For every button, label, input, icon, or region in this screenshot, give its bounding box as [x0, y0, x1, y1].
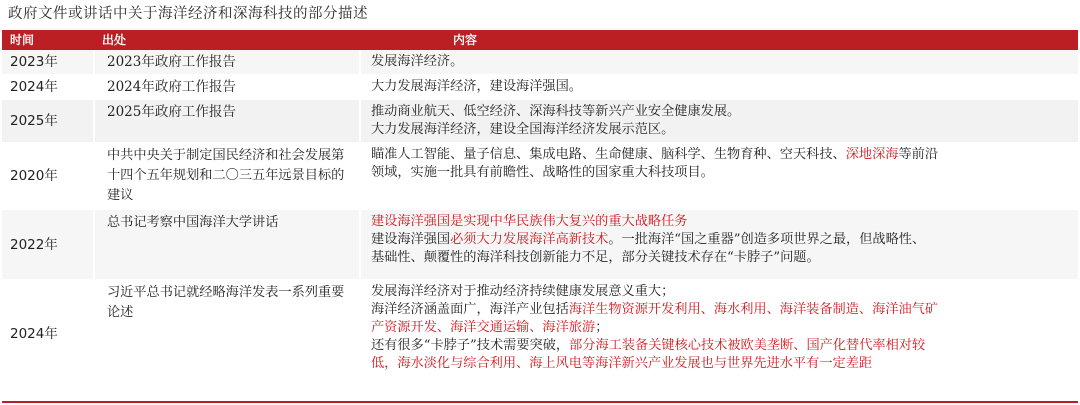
cell-content	[360, 280, 1078, 388]
content-text: 推动商业航天、低空经济、深海科技等新兴产业安全健康发展。	[371, 104, 741, 119]
content-text: 领域，实施一批具有前瞻性、战略性的国家重大科技项目。	[371, 165, 714, 180]
cell-year: 2024年	[2, 75, 94, 100]
content-text: 基础性、颠覆性的海洋科技创新能力不足，部分关键技术存在“卡脖子”问题。	[371, 250, 820, 265]
cell-content	[360, 100, 1078, 143]
content-text: 瞄准人工智能、量子信息、集成电路、生命健康、脑科学、生物育种、空天科技、	[371, 147, 846, 162]
content-line	[371, 283, 1070, 301]
table-row	[2, 143, 1078, 210]
policy-table	[2, 30, 1078, 388]
table-caption: 政府文件或讲话中关于海洋经济和深海科技的部分描述	[8, 6, 368, 22]
cell-content	[360, 210, 1078, 280]
cell-year: 2022年	[2, 210, 94, 280]
content-text: 大力发展海洋经济，建设全国海洋经济发展示范区。	[371, 122, 675, 137]
cell-year: 2025年	[2, 100, 94, 143]
table-row	[2, 100, 1078, 143]
content-text: 等前沿	[898, 147, 939, 162]
cell-content	[360, 143, 1078, 210]
content-line	[371, 249, 1070, 267]
highlight-text: 低，海水淡化与综合利用、海上风电等海洋新兴产业发展也与世界先进水平有一定差距	[371, 356, 873, 371]
highlight-text: 必须大力发展海洋高新技术	[450, 232, 609, 247]
content-text: 。一批海洋“国之重器”创造多项世界之最，但战略性、	[608, 232, 926, 247]
content-line	[371, 53, 1070, 71]
content-text: 海洋经济涵盖面广，海洋产业包括	[371, 302, 569, 317]
cell-year: 2023年	[2, 50, 94, 75]
cell-source: 中共中央关于制定国民经济和社会发展第十四个五年规划和二〇三五年远景目标的建议	[94, 143, 360, 210]
cell-source: 2023年政府工作报告	[94, 50, 360, 75]
cell-content	[360, 75, 1078, 100]
content-text: 大力发展海洋经济，建设海洋强国。	[371, 79, 582, 94]
content-line	[371, 164, 1070, 182]
header-time: 时间	[10, 33, 35, 47]
table-header-row	[2, 30, 1078, 50]
content-line	[371, 146, 1070, 164]
content-line	[371, 213, 1070, 231]
content-text: ；	[595, 320, 609, 335]
content-line	[371, 337, 1070, 355]
highlight-text: 海洋生物资源开发利用、海水利用、海洋装备制造、海洋油气矿	[568, 302, 939, 317]
content-line	[371, 301, 1070, 319]
content-text: 建设海洋强国	[371, 232, 451, 247]
cell-source: 2024年政府工作报告	[94, 75, 360, 100]
cell-year: 2020年	[2, 143, 94, 210]
highlight-text: 建设海洋强国是实现中华民族伟大复兴的重大战略任务	[371, 214, 688, 229]
content-text: 发展海洋经济对于推动经济持续健康发展意义重大；	[371, 284, 675, 299]
table-body	[2, 50, 1078, 388]
content-text: 发展海洋经济。	[371, 54, 464, 69]
header-content: 内容	[453, 33, 478, 47]
content-line	[371, 103, 1070, 121]
cell-source: 2025年政府工作报告	[94, 100, 360, 143]
table-row	[2, 280, 1078, 388]
cell-year: 2024年	[2, 280, 94, 388]
header-source: 出处	[102, 33, 127, 47]
content-line	[371, 355, 1070, 373]
highlight-text: 产资源开发、海洋交通运输、海洋旅游	[371, 320, 596, 335]
highlight-text: 深地深海	[845, 147, 899, 162]
content-line	[371, 319, 1070, 337]
bottom-rule	[2, 401, 1078, 403]
content-line	[371, 121, 1070, 139]
cell-source: 总书记考察中国海洋大学讲话	[94, 210, 360, 280]
cell-content	[360, 50, 1078, 75]
table-row	[2, 75, 1078, 100]
highlight-text: 部分海工装备关键核心技术被欧美垄断、国产化替代率相对较	[569, 338, 926, 353]
table-row	[2, 210, 1078, 280]
cell-source: 习近平总书记就经略海洋发表一系列重要论述	[94, 280, 360, 388]
content-line	[371, 78, 1070, 96]
content-line	[371, 231, 1070, 249]
table-row	[2, 50, 1078, 75]
content-text: 还有很多“卡脖子”技术需要突破，	[371, 338, 570, 353]
